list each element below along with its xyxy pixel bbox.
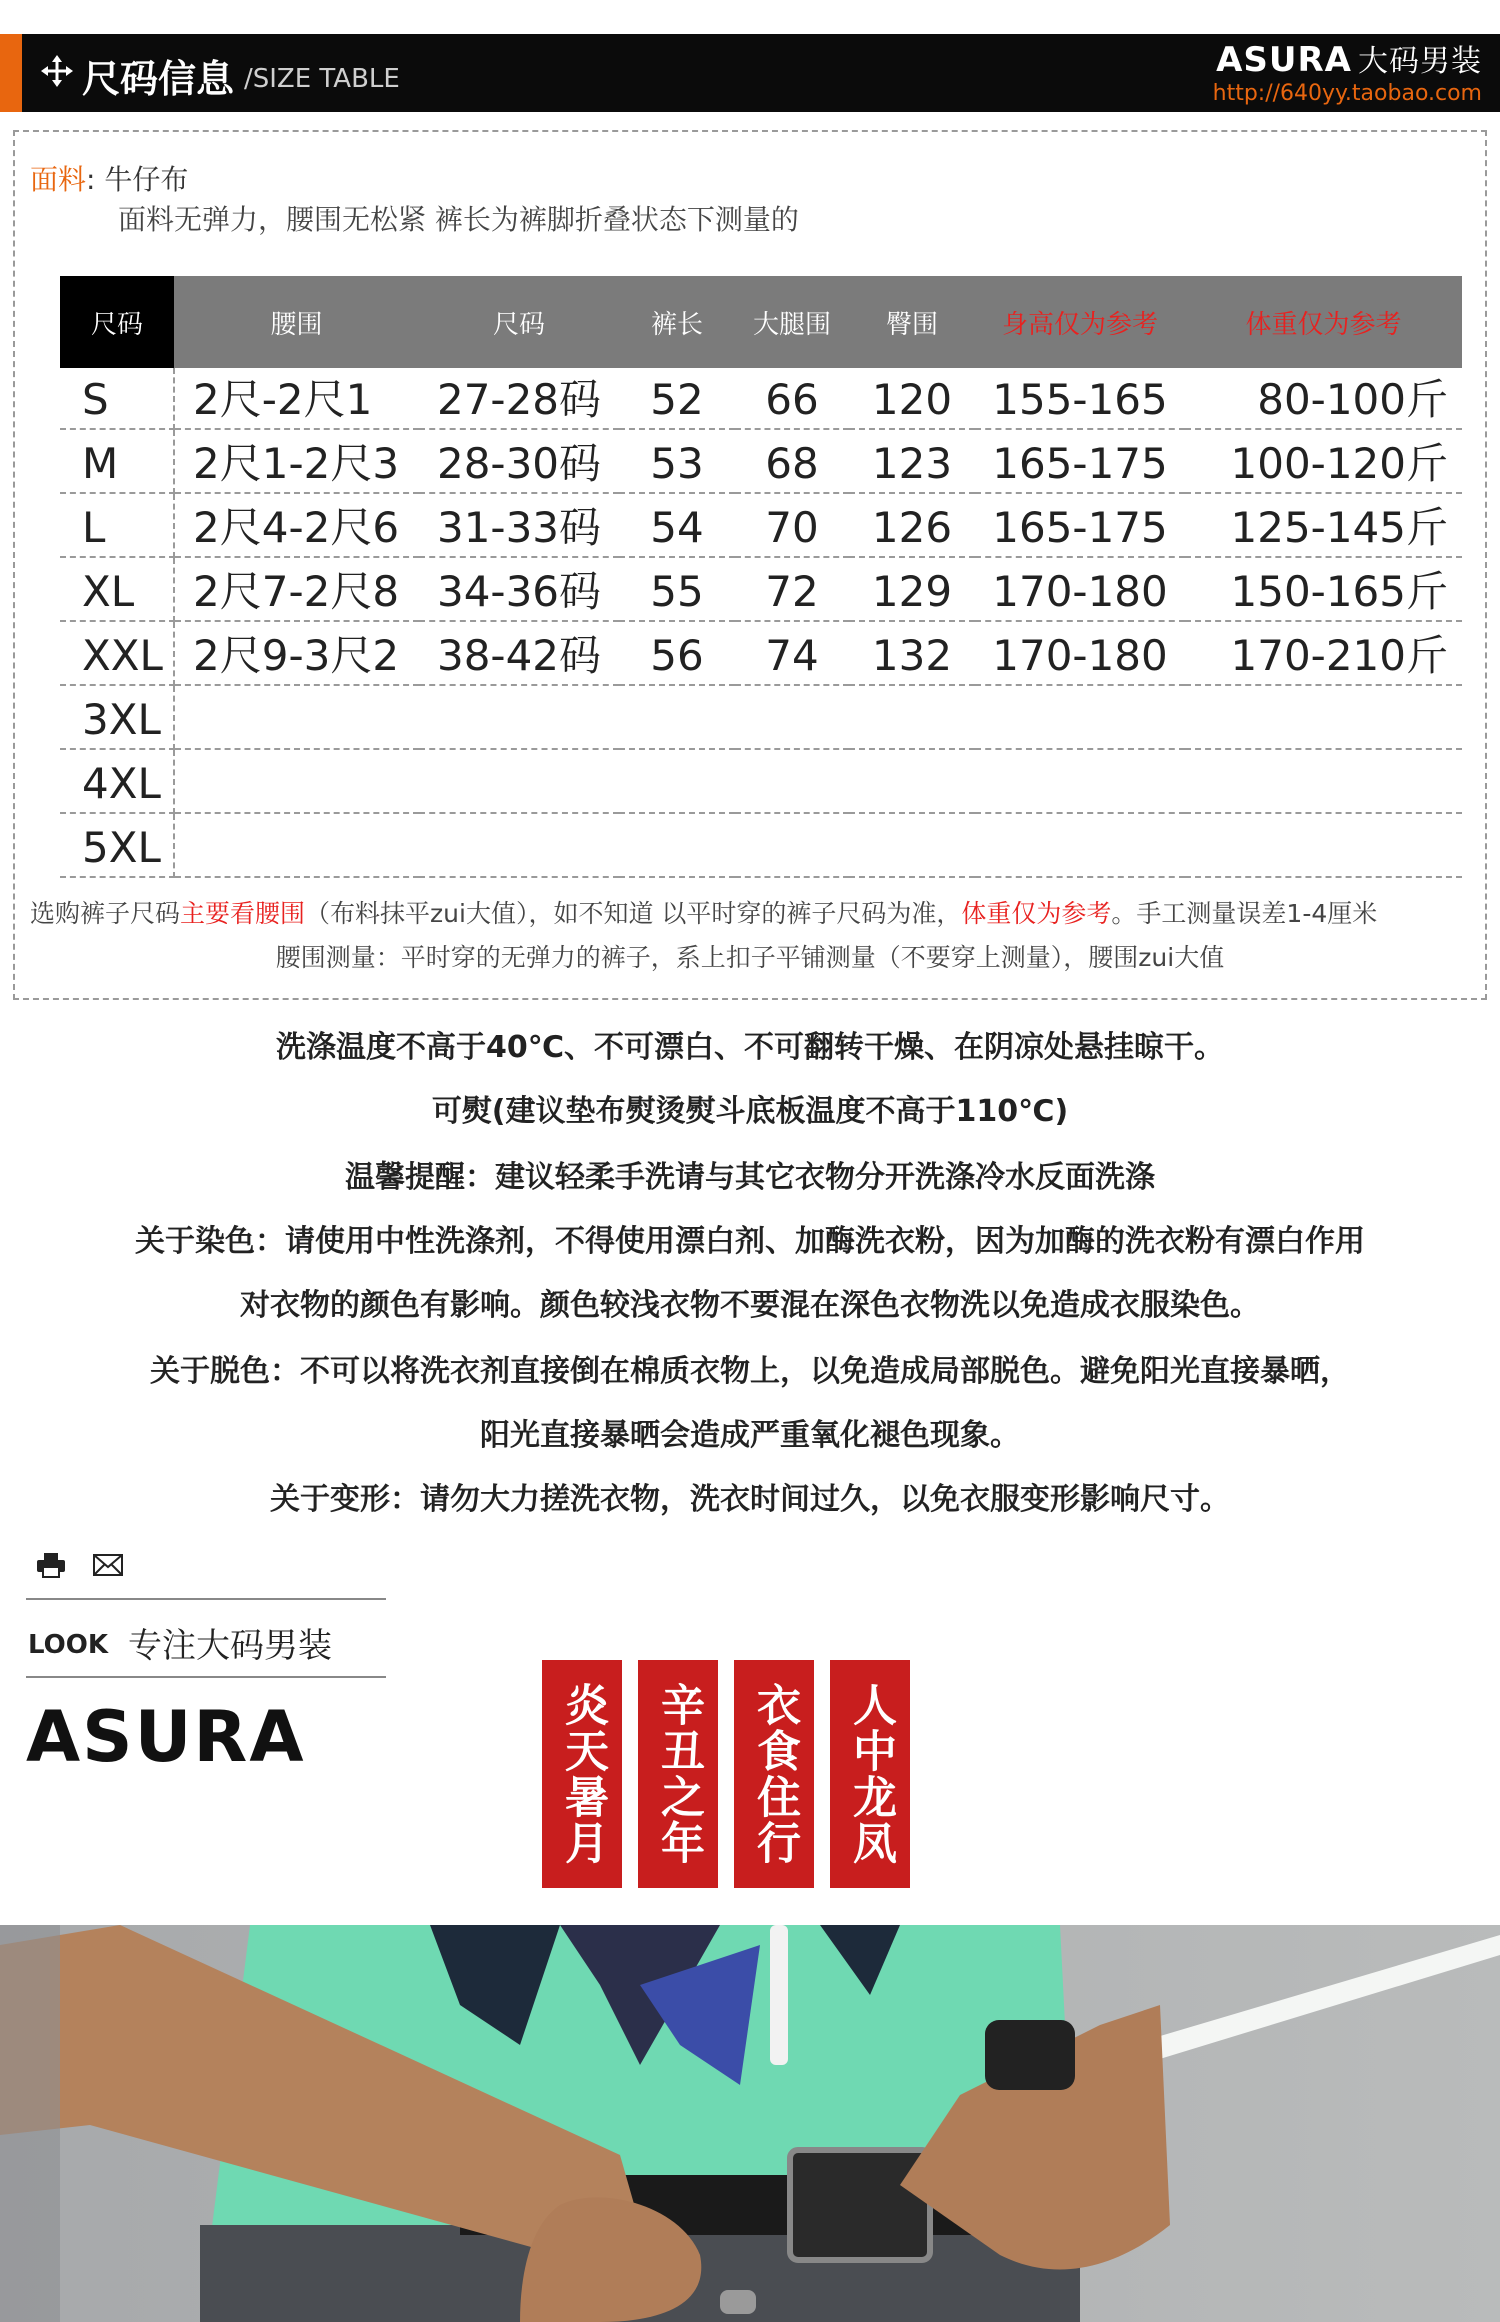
care-line: 关于变形：请勿大力搓洗衣物，洗衣时间过久，以免衣服变形影响尺寸。 [270,1482,1230,1517]
size-tip-line-2: 腰围测量：平时穿的无弹力的裤子，系上扣子平铺测量（不要穿上测量），腰围zui大值 [275,943,1225,972]
table-row [60,685,1462,749]
model-photo-illustration [0,1925,1500,2322]
care-line: 阳光直接暴晒会造成严重氧化褪色现象。 [480,1418,1020,1453]
header-accent-bar [0,34,22,112]
cell-weight: 80-100斤 [1185,368,1462,429]
cell-size: XXL [60,621,174,685]
cell-hip: 129 [849,557,975,621]
care-line: 关于染色：请使用中性洗涤剂，不得使用漂白剂、加酶洗衣粉，因为加酶的洗衣粉有漂白作用 [135,1224,1365,1259]
header-thigh: 大腿围 [735,276,849,368]
cell-height: 155-165 [975,368,1185,429]
cell-size: XL [60,557,174,621]
table-row [60,429,1462,493]
cell-code: 27-28码 [419,368,619,429]
cell-hip: 132 [849,621,975,685]
cell-length: 53 [619,429,735,493]
cell-waist: 2尺7-2尺8 [174,557,419,621]
mail-icon[interactable] [93,1554,123,1576]
cell-weight: 125-145斤 [1185,493,1462,557]
page-title: 尺码信息 [82,57,235,101]
tip-highlight-weight: 体重仅为参考 [961,899,1112,928]
table-row [60,368,1462,429]
brand-url[interactable]: http://640yy.taobao.com [1212,81,1482,106]
cell-waist: 2尺-2尺1 [174,368,419,429]
cell-thigh: 66 [735,368,849,429]
header-code: 尺码 [419,276,619,368]
fabric-note: 面料无弹力，腰围无松紧 裤长为裤脚折叠状态下测量的 [118,203,799,236]
cell-size: M [60,429,174,493]
care-line: 对衣物的颜色有影响。颜色较浅衣物不要混在深色衣物洗以免造成衣服染色。 [240,1288,1260,1323]
header-size: 尺码 [60,276,174,368]
care-line: 温馨提醒：建议轻柔手洗请与其它衣物分开洗涤冷水反面洗涤 [345,1160,1155,1195]
cell-empty [174,685,1462,749]
fabric-sep: : [86,163,96,196]
seal-3: 衣食住行 [734,1660,814,1888]
cell-height: 165-175 [975,429,1185,493]
cell-weight: 170-210斤 [1185,621,1462,685]
cell-thigh: 74 [735,621,849,685]
table-header-row [60,276,1462,368]
header-length: 裤长 [619,276,735,368]
asura-logo: ASURA [26,1696,306,1778]
cell-hip: 126 [849,493,975,557]
page-subtitle: /SIZE TABLE [244,64,400,94]
print-icon[interactable] [36,1552,66,1578]
cell-code: 31-33码 [419,493,619,557]
cell-code: 34-36码 [419,557,619,621]
cell-length: 54 [619,493,735,557]
cell-waist: 2尺4-2尺6 [174,493,419,557]
header-waist: 腰围 [174,276,419,368]
header-weight: 体重仅为参考 [1185,276,1462,368]
brand-block [1213,40,1482,106]
cell-weight: 100-120斤 [1185,429,1462,493]
brand-cn: 大码男装 [1358,44,1482,79]
move-icon [40,54,74,88]
table-row [60,493,1462,557]
seal-4: 人中龙凤 [830,1660,910,1888]
seal-1: 炎天暑月 [542,1660,622,1888]
divider [26,1598,386,1600]
table-row [60,621,1462,685]
cell-waist: 2尺1-2尺3 [174,429,419,493]
care-line: 可熨(建议垫布熨烫熨斗底板温度不高于110℃) [431,1094,1069,1129]
size-table-header [0,34,1500,112]
cell-empty [174,813,1462,877]
look-label: LOOK [28,1630,108,1660]
cell-size: 3XL [60,685,174,749]
cell-hip: 120 [849,368,975,429]
tip-text: 选购裤子尺码 [30,899,181,928]
tip-highlight-waist: 主要看腰围 [180,899,306,928]
cell-length: 55 [619,557,735,621]
cell-waist: 2尺9-3尺2 [174,621,419,685]
tip-text: （布料抹平zui大值），如不知道 以平时穿的裤子尺码为准， [305,899,962,928]
cell-code: 38-42码 [419,621,619,685]
cell-size: 4XL [60,749,174,813]
cell-length: 56 [619,621,735,685]
cell-thigh: 70 [735,493,849,557]
seal-2: 辛丑之年 [638,1660,718,1888]
cell-size: S [60,368,174,429]
brand-tagline: 专注大码男装 [128,1626,332,1666]
size-table [60,276,1462,878]
fabric-line [30,158,188,198]
cell-empty [174,749,1462,813]
table-row [60,813,1462,877]
cell-height: 170-180 [975,621,1185,685]
tool-icons [36,1552,145,1578]
cell-weight: 150-165斤 [1185,557,1462,621]
fabric-value: 牛仔布 [104,163,189,196]
cell-height: 165-175 [975,493,1185,557]
divider [26,1676,386,1678]
product-photo [0,1925,1500,2322]
header-hip: 臀围 [849,276,975,368]
table-row [60,749,1462,813]
care-line: 关于脱色：不可以将洗衣剂直接倒在棉质衣物上，以免造成局部脱色。避免阳光直接暴晒， [150,1354,1350,1389]
brand-name: ASURA [1216,40,1352,80]
header-height: 身高仅为参考 [975,276,1185,368]
cell-code: 28-30码 [419,429,619,493]
size-tip-line-1 [30,894,1377,930]
table-row [60,557,1462,621]
cell-length: 52 [619,368,735,429]
cell-thigh: 72 [735,557,849,621]
tip-text: 。手工测量误差1-4厘米 [1111,899,1378,928]
cell-hip: 123 [849,429,975,493]
care-line: 洗涤温度不高于40℃、不可漂白、不可翻转干燥、在阴凉处悬挂晾干。 [275,1030,1225,1065]
cell-size: 5XL [60,813,174,877]
cell-height: 170-180 [975,557,1185,621]
cell-size: L [60,493,174,557]
fabric-label: 面料 [30,163,87,196]
cell-thigh: 68 [735,429,849,493]
